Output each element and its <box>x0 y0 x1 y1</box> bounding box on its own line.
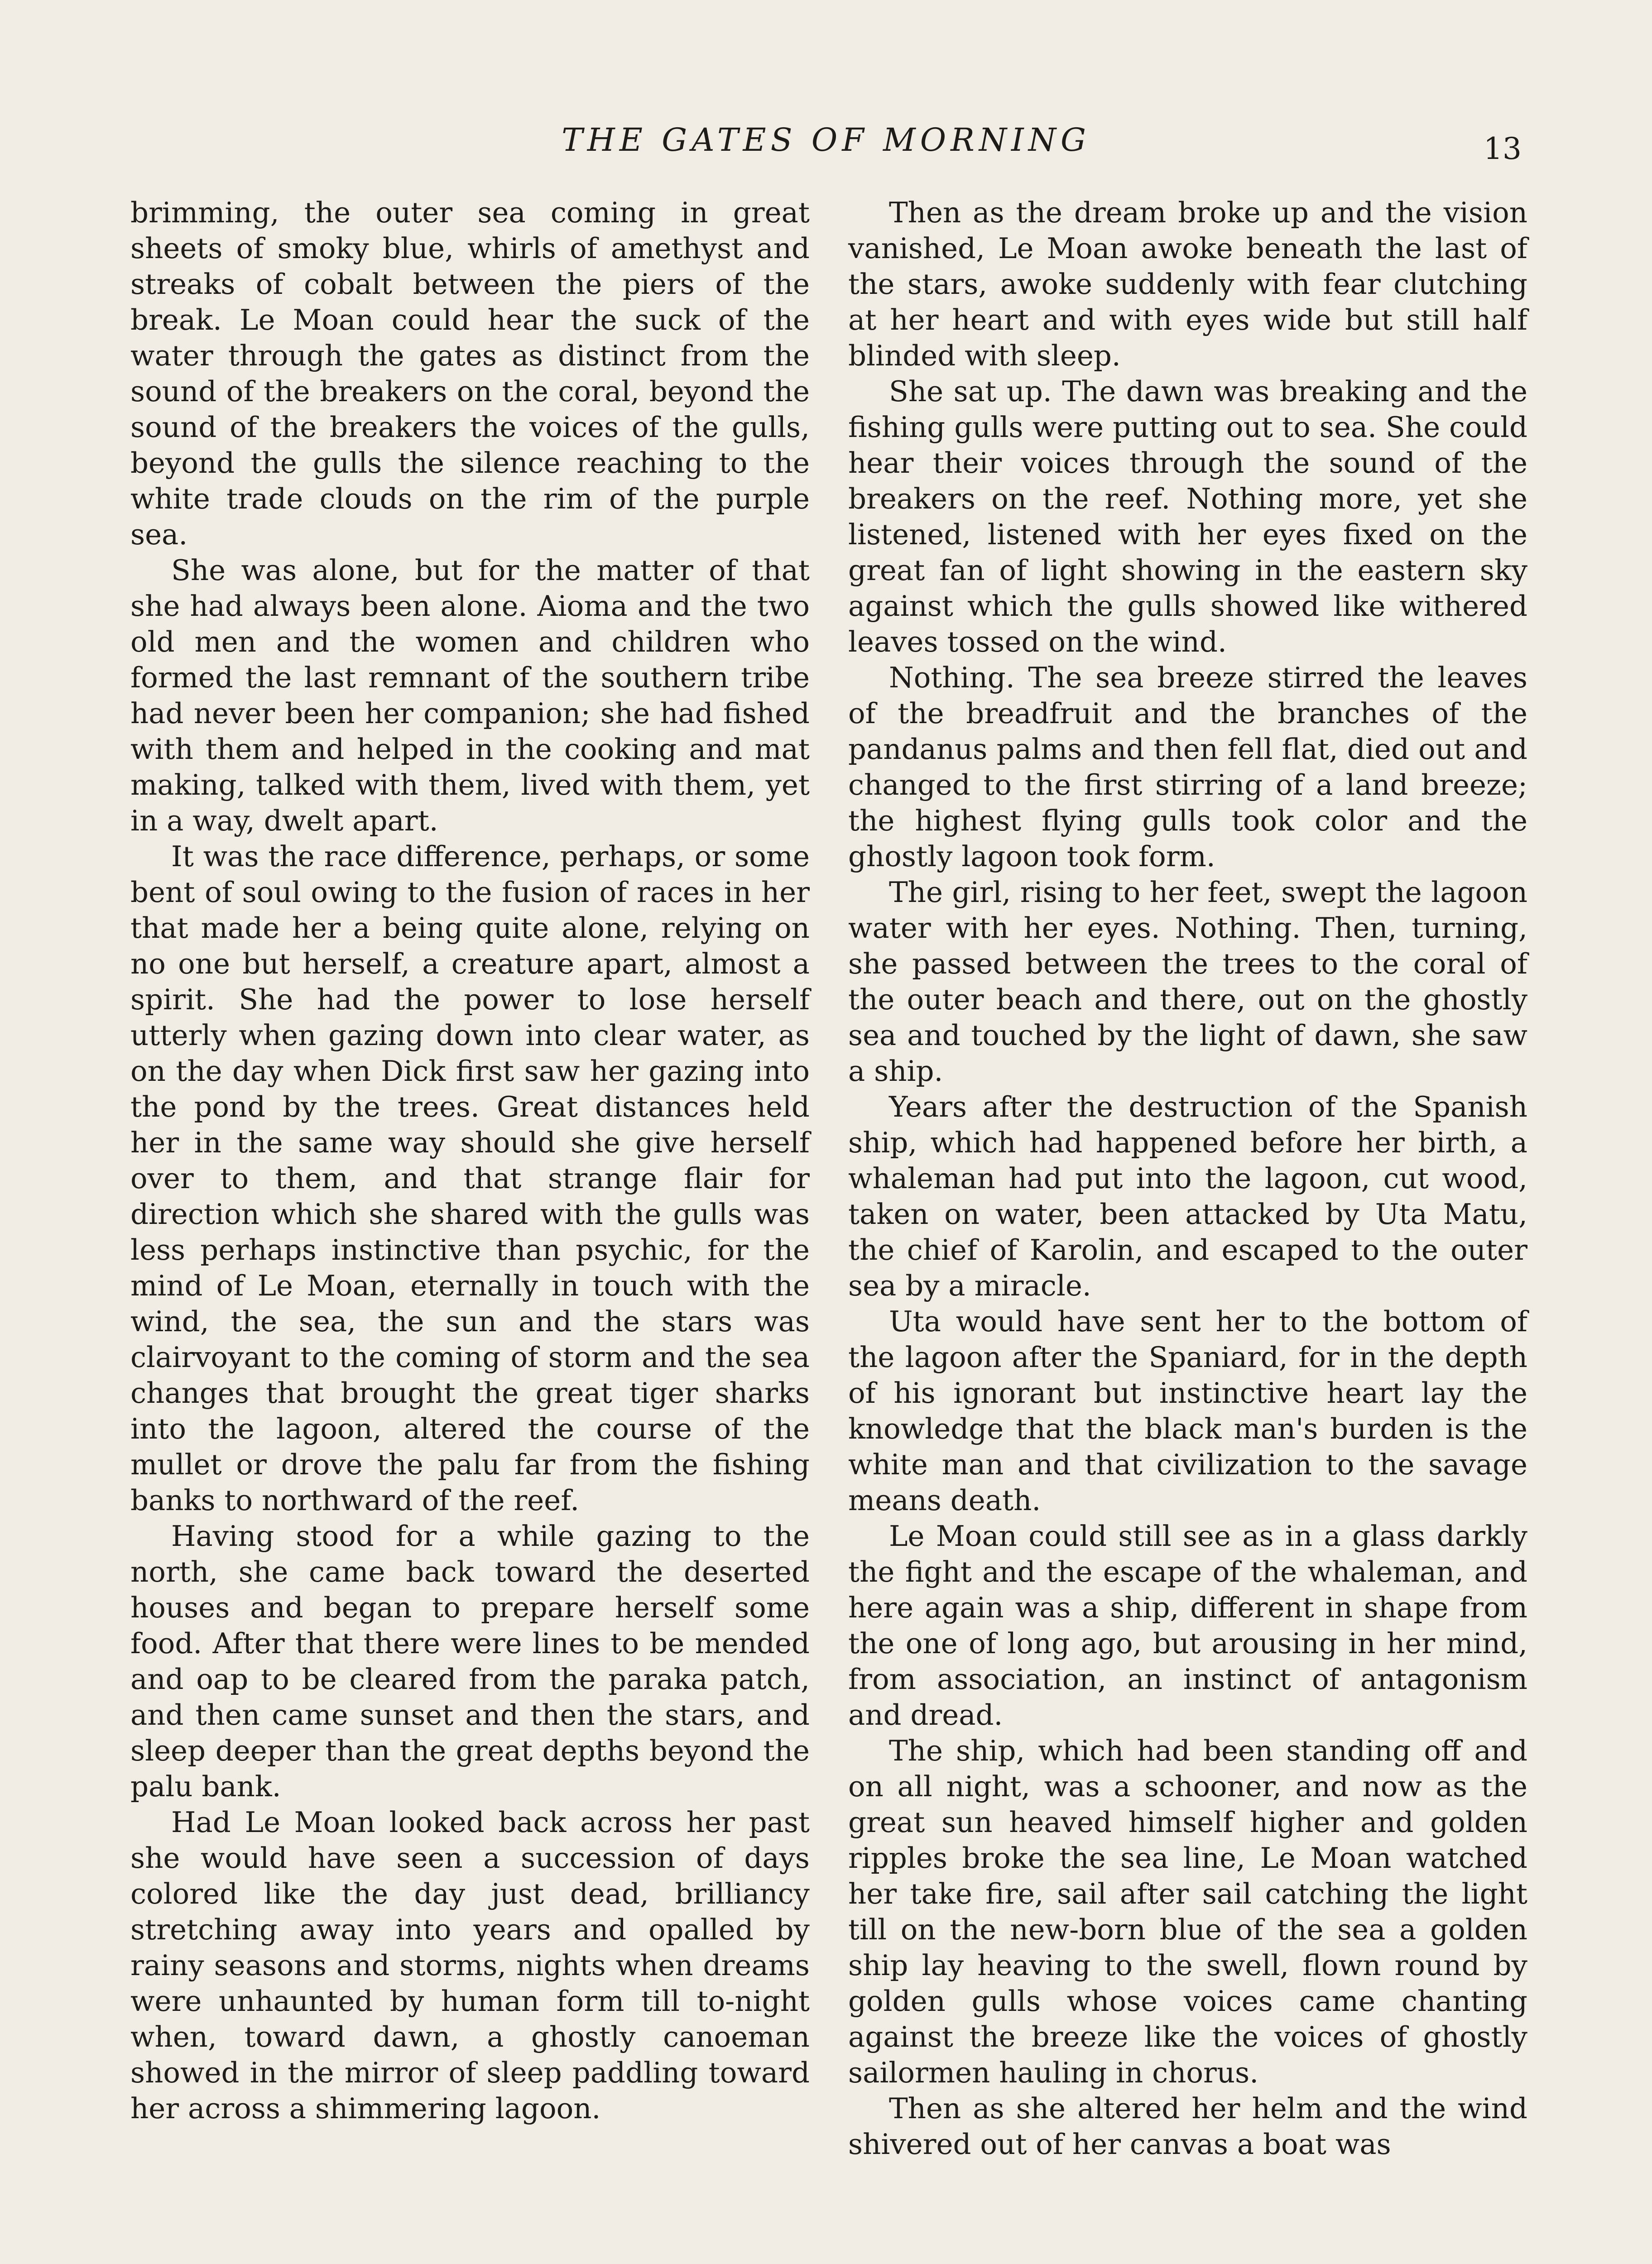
paragraph: She was alone, but for the matter of that she had always been alone. Aioma and the two old men and the women and children who formed the last remnant of the southern tribe had never been her companion; she had fished with them and helped in the cooking and mat making, talked with them, lived with them, yet in a way, dwelt apart. <box>130 554 810 837</box>
paragraph: Le Moan could still see as in a glass darkly the fight and the escape of the whaleman, and here again was a ship, different in shape from the one of long ago, but arousing in her mind, from association, an instinct of antagonism and dread. <box>848 1520 1527 1732</box>
paragraph: She sat up. The dawn was breaking and the fishing gulls were putting out to sea. She could hear their voices through the sound of the breakers on the reef. Nothing more, yet she listened, listened with her eyes fixed on the great fan of light showing in the eastern sky against which the gulls showed like withered leaves tossed on the wind. <box>848 375 1527 658</box>
paragraph: The ship, which had been standing off and on all night, was a schooner, and now as the great sun heaved himself higher and golden ripples broke the sea line, Le Moan watched her take fire, sail after sail catching the light till on the new-born blue of the sea a golden ship lay heaving to the swell, flown round by golden gulls whose voices came chanting against the breeze like the voices of ghostly sailormen hauling in chorus. <box>848 1734 1527 2089</box>
paragraph: Then as the dream broke up and the vision vanished, Le Moan awoke beneath the last of the stars, awoke suddenly with fear clutching at her heart and with eyes wide but still half blinded with sleep. <box>848 196 1527 372</box>
running-title: THE GATES OF MORNING <box>562 121 1090 158</box>
page-number: 13 <box>1484 131 1522 166</box>
paragraph: Nothing. The sea breeze stirred the leaves of the breadfruit and the branches of the pandanus palms and then fell flat, died out and changed to the first stirring of a land breeze; the highest flying gulls took color and the ghostly lagoon took form. <box>848 661 1527 873</box>
paragraph: Years after the destruction of the Spanish ship, which had happened before her birth, a whaleman had put into the lagoon, cut wood, taken on water, been attacked by Uta Matu, the chief of Karolin, and escaped to the outer sea by a miracle. <box>848 1090 1527 1302</box>
paragraph: The girl, rising to her feet, swept the lagoon water with her eyes. Nothing. Then, turning, she passed between the trees to the coral of the outer beach and there, out on the ghostly sea and touched by the light of dawn, she saw a ship. <box>848 876 1527 1088</box>
paragraph: Having stood for a while gazing to the north, she came back toward the deserted houses and began to prepare herself some food. After that there were lines to be mended and oap to be cleared from the paraka patch, and then came sunset and then the stars, and sleep deeper than the great depths beyond the palu bank. <box>130 1520 810 1803</box>
paragraph: Then as she altered her helm and the wind shivered out of her canvas a boat was <box>848 2092 1527 2161</box>
paragraph: Had Le Moan looked back across her past she would have seen a succession of days colored like the day just dead, brilliancy stretching away into years and opalled by rainy seasons and storms, nights when dreams were unhaunted by human form till to-night when, toward dawn, a ghostly canoeman showed in the mirror of sleep paddling toward her across a shimmering lagoon. <box>130 1806 810 2125</box>
paragraph: It was the race difference, perhaps, or some bent of soul owing to the fusion of races in her that made her a being quite alone, relying on no one but herself, a creature apart, almost a spirit. She had the power to lose herself utterly when gazing down into clear water, as on the day when Dick first saw her gazing into the pond by the trees. Great distances held her in the same way should she give herself over to them, and that strange flair for direction which she shared with the gulls was less perhaps instinctive than psychic, for the mind of Le Moan, eternally in touch with the wind, the sea, the sun and the stars was clairvoyant to the coming of storm and the sea changes that brought the great tiger sharks into the lagoon, altered the course of the mullet or drove the palu far from the fishing banks to northward of the reef. <box>130 840 810 1517</box>
paragraph: Uta would have sent her to the bottom of the lagoon after the Spaniard, for in the depth of his ignorant but instinctive heart lay the knowledge that the black man's burden is the white man and that civilization to the savage means death. <box>848 1305 1527 1517</box>
right-text-column <box>848 195 1527 2162</box>
left-text-column <box>130 195 810 2126</box>
paragraph: brimming, the outer sea coming in great sheets of smoky blue, whirls of amethyst and streaks of cobalt between the piers of the break. Le Moan could hear the suck of the water through the gates as distinct from the sound of the breakers on the coral, beyond the sound of the breakers the voices of the gulls, beyond the gulls the silence reaching to the white trade clouds on the rim of the purple sea. <box>130 196 810 551</box>
